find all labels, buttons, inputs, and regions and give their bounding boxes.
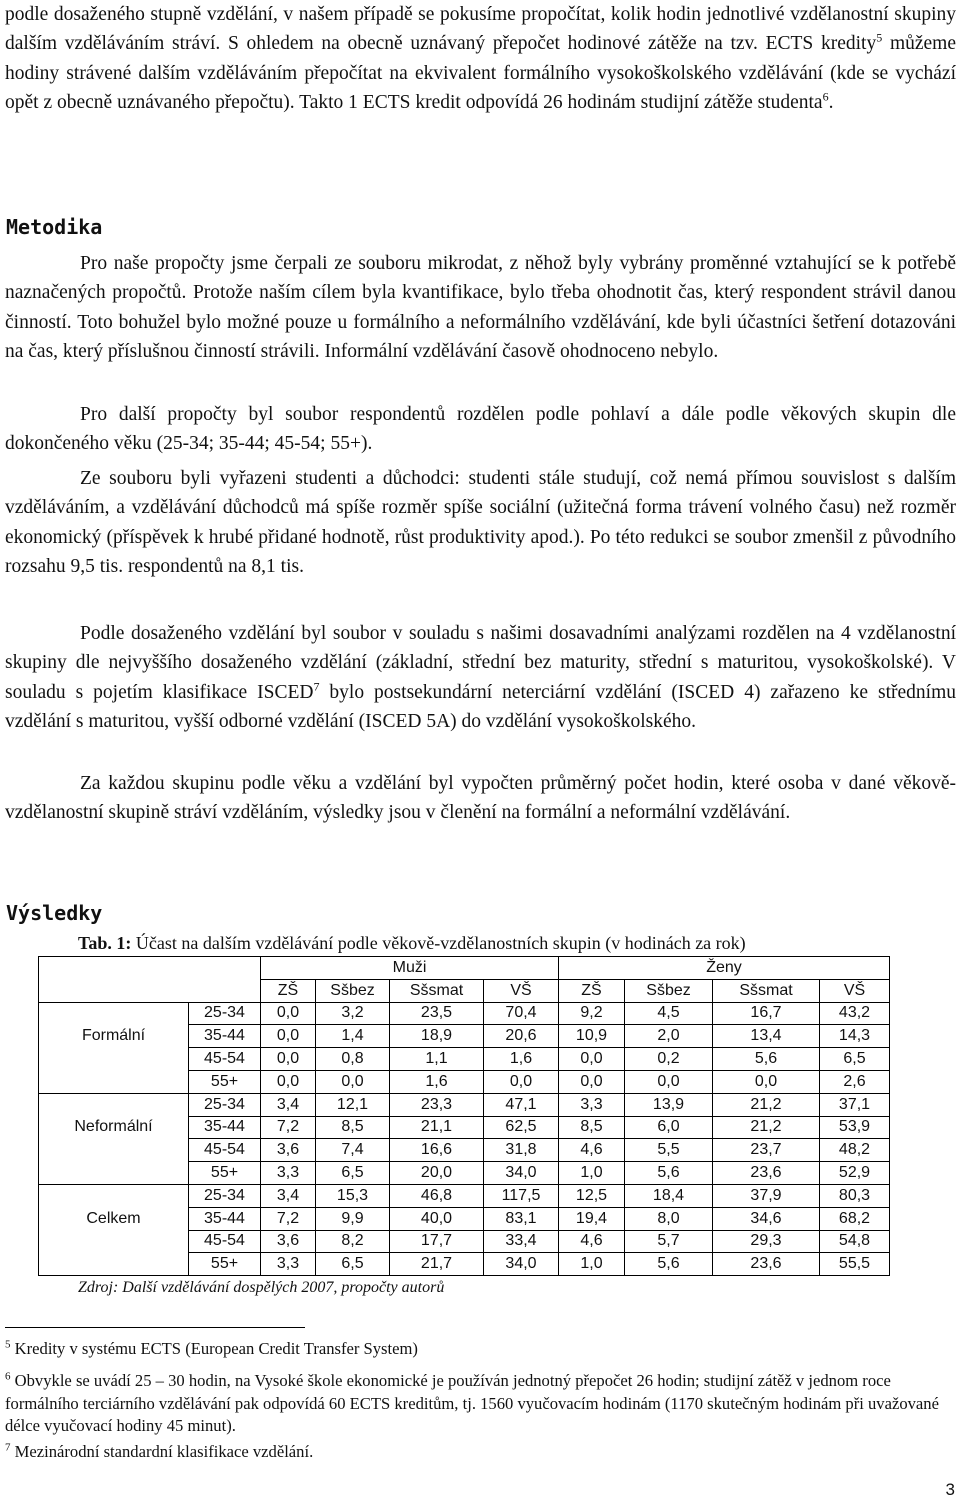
value-cell: 40,0 xyxy=(390,1207,484,1230)
age-group-cell: 45-54 xyxy=(189,1048,261,1071)
column-header: VŠ xyxy=(820,979,890,1002)
value-cell: 48,2 xyxy=(820,1139,890,1162)
value-cell: 0,0 xyxy=(713,1070,820,1093)
value-cell: 14,3 xyxy=(820,1025,890,1048)
group-header-women: Ženy xyxy=(559,957,890,980)
row-group-cell xyxy=(39,1070,189,1093)
footnote-5: $^5$ Kredity v systému ECTS (European Credit Transfer System) xyxy=(5,1338,418,1358)
value-cell: 5,6 xyxy=(713,1048,820,1071)
value-cell: 19,4 xyxy=(559,1207,625,1230)
footnote-6: $^6$ Obvykle se uvádí 25 – 30 hodin, na Vysoké škole ekonomické je používán jednotný přepočet 26 hodin; studijní zátěž v jednom roce formálního terciárního vzdělávání pak odpovídá 60 ECTS kreditům, tj. 1560 vyučovacím hodinám (1170 skutečným hodinám při uvažované délce vyučovací hodiny 45 minut). xyxy=(5,1370,939,1435)
value-cell: 6,0 xyxy=(625,1116,713,1139)
value-cell: 117,5 xyxy=(484,1184,559,1207)
footnote-separator xyxy=(5,1327,305,1328)
age-group-cell: 55+ xyxy=(189,1253,261,1276)
value-cell: 52,9 xyxy=(820,1162,890,1185)
value-cell: 1,1 xyxy=(390,1048,484,1071)
value-cell: 7,2 xyxy=(261,1116,316,1139)
value-cell: 0,0 xyxy=(559,1048,625,1071)
value-cell: 34,0 xyxy=(484,1162,559,1185)
value-cell: 5,5 xyxy=(625,1139,713,1162)
value-cell: 21,1 xyxy=(390,1116,484,1139)
paragraph-5: Za každou skupinu podle věku a vzdělání byl vypočten průměrný počet hodin, které osoba v dané věkově-vzdělanostní skupině stráví vzděláním, výsledky jsou v členění na formální a neformální vzdělávání. xyxy=(5,773,956,824)
value-cell: 1,0 xyxy=(559,1253,625,1276)
table-source: Zdroj: Další vzdělávání dospělých 2007, propočty autorů xyxy=(78,1279,445,1296)
value-cell: 3,3 xyxy=(559,1093,625,1116)
value-cell: 23,3 xyxy=(390,1093,484,1116)
row-group-cell xyxy=(39,1002,189,1025)
value-cell: 18,4 xyxy=(625,1184,713,1207)
age-group-cell: 25-34 xyxy=(189,1093,261,1116)
value-cell: 3,3 xyxy=(261,1162,316,1185)
paragraph-4: Podle dosaženého vzdělání byl soubor v souladu s našimi dosavadními analýzami rozdělen na 4 vzdělanostní skupiny dle nejvyššího dosaženého vzdělání (základní, střední bez maturity, střední s maturitou, vysokoškolské). V souladu s pojetím klasifikace ISCED$^7$ bylo postsekundární neterciární vzdělání (ISCED 4) zařazeno ke střednímu vzdělání s maturitou, vyšší odborné vzdělání (ISCED 5A) do vzdělání vysokoškolského. xyxy=(5,623,956,733)
value-cell: 0,0 xyxy=(261,1025,316,1048)
value-cell: 4,5 xyxy=(625,1002,713,1025)
value-cell: 8,5 xyxy=(316,1116,390,1139)
value-cell: 1,6 xyxy=(390,1070,484,1093)
value-cell: 53,9 xyxy=(820,1116,890,1139)
value-cell: 5,6 xyxy=(625,1253,713,1276)
results-table xyxy=(38,956,890,1276)
age-group-cell: 55+ xyxy=(189,1070,261,1093)
value-cell: 9,2 xyxy=(559,1002,625,1025)
value-cell: 70,4 xyxy=(484,1002,559,1025)
value-cell: 43,2 xyxy=(820,1002,890,1025)
value-cell: 23,6 xyxy=(713,1162,820,1185)
value-cell: 0,0 xyxy=(261,1070,316,1093)
table-row xyxy=(39,1162,890,1185)
table-row xyxy=(39,1207,890,1230)
value-cell: 3,4 xyxy=(261,1093,316,1116)
table-row xyxy=(39,1002,890,1025)
age-group-cell: 55+ xyxy=(189,1162,261,1185)
value-cell: 18,9 xyxy=(390,1025,484,1048)
value-cell: 6,5 xyxy=(316,1253,390,1276)
value-cell: 0,8 xyxy=(316,1048,390,1071)
value-cell: 0,0 xyxy=(559,1070,625,1093)
column-header: Sšsmat xyxy=(713,979,820,1002)
paragraph-1: Pro naše propočty jsme čerpali ze souboru mikrodat, z něhož byly vybrány proměnné vztahující se k potřebě naznačených propočtů. Protože naším cílem byla kvantifikace, bylo třeba ohodnotit čas, který respondent strávil danou činností. Toto bohužel bylo možné pouze u formálního a neformálního vzdělávání, kde byli účastníci šetření dotazováni na čas, který příslušnou činností strávili. Informální vzdělávání časově ohodnoceno nebylo. xyxy=(5,253,956,363)
value-cell: 0,0 xyxy=(484,1070,559,1093)
value-cell: 55,5 xyxy=(820,1253,890,1276)
value-cell: 68,2 xyxy=(820,1207,890,1230)
intro-paragraph: podle dosaženého stupně vzdělání, v našem případě se pokusíme propočítat, kolik hodin jednotlivé vzdělanostní skupiny dalším vzděláváním stráví. S ohledem na obecně uznávaný přepočet hodinové zátěže na tzv. ECTS kredity$^5$ můžeme hodiny strávené dalším vzděláváním přepočítat na ekvivalent formálního vysokoškolského vzdělávání (kde se vychází opět z obecně uznávaného přepočtu). Takto 1 ECTS kredit odpovídá 26 hodinám studijní zátěže studenta$^6$. xyxy=(5,4,956,114)
table-row xyxy=(39,1093,890,1116)
value-cell: 7,2 xyxy=(261,1207,316,1230)
row-group-cell xyxy=(39,1230,189,1253)
value-cell: 62,5 xyxy=(484,1116,559,1139)
age-group-cell: 45-54 xyxy=(189,1139,261,1162)
value-cell: 23,6 xyxy=(713,1253,820,1276)
value-cell: 23,5 xyxy=(390,1002,484,1025)
value-cell: 37,9 xyxy=(713,1184,820,1207)
value-cell: 0,0 xyxy=(316,1070,390,1093)
row-group-cell xyxy=(39,1048,189,1071)
value-cell: 83,1 xyxy=(484,1207,559,1230)
value-cell: 23,7 xyxy=(713,1139,820,1162)
age-group-cell: 25-34 xyxy=(189,1002,261,1025)
table-row xyxy=(39,1070,890,1093)
value-cell: 0,0 xyxy=(261,1002,316,1025)
table-corner-cell xyxy=(39,979,261,1002)
paragraph-3: Ze souboru byli vyřazeni studenti a důchodci: studenti stále studují, což nemá přímou souvislost s dalším vzděláváním, a vzdělávání důchodců má spíše rozměr spíše sociální (užitečná forma trávení volného času) než rozměr ekonomický (příspěvek k hrubé přidané hodnotě, růst produktivity apod.). Po této redukci se soubor zmenšil z původního rozsahu 9,5 tis. respondentů na 8,1 tis. xyxy=(5,468,956,578)
value-cell: 80,3 xyxy=(820,1184,890,1207)
value-cell: 2,0 xyxy=(625,1025,713,1048)
value-cell: 7,4 xyxy=(316,1139,390,1162)
row-group-label: Formální xyxy=(39,1025,189,1048)
value-cell: 16,6 xyxy=(390,1139,484,1162)
footnote-7: $^7$ Mezinárodní standardní klasifikace vzdělání. xyxy=(5,1441,314,1461)
age-group-cell: 25-34 xyxy=(189,1184,261,1207)
table-row xyxy=(39,1253,890,1276)
column-header: ZŠ xyxy=(559,979,625,1002)
value-cell: 37,1 xyxy=(820,1093,890,1116)
value-cell: 8,0 xyxy=(625,1207,713,1230)
table-row xyxy=(39,1025,890,1048)
row-group-cell xyxy=(39,1253,189,1276)
value-cell: 15,3 xyxy=(316,1184,390,1207)
section-heading-metodika: Metodika xyxy=(6,215,103,239)
table-row xyxy=(39,1048,890,1071)
value-cell: 13,4 xyxy=(713,1025,820,1048)
value-cell: 3,6 xyxy=(261,1139,316,1162)
row-group-cell xyxy=(39,1139,189,1162)
value-cell: 31,8 xyxy=(484,1139,559,1162)
value-cell: 2,6 xyxy=(820,1070,890,1093)
value-cell: 0,2 xyxy=(625,1048,713,1071)
value-cell: 3,3 xyxy=(261,1253,316,1276)
value-cell: 46,8 xyxy=(390,1184,484,1207)
value-cell: 54,8 xyxy=(820,1230,890,1253)
table-column-header-row xyxy=(39,979,890,1002)
value-cell: 3,4 xyxy=(261,1184,316,1207)
row-group-label: Celkem xyxy=(39,1207,189,1230)
age-group-cell: 45-54 xyxy=(189,1230,261,1253)
value-cell: 8,2 xyxy=(316,1230,390,1253)
paragraph-2: Pro další propočty byl soubor respondentů rozdělen podle pohlaví a dále podle věkových skupin dle dokončeného věku (25-34; 35-44; 45-54; 55+). xyxy=(5,404,956,455)
age-group-cell: 35-44 xyxy=(189,1116,261,1139)
table-corner-cell xyxy=(39,957,261,980)
value-cell: 34,0 xyxy=(484,1253,559,1276)
value-cell: 17,7 xyxy=(390,1230,484,1253)
value-cell: 21,7 xyxy=(390,1253,484,1276)
table-row xyxy=(39,1139,890,1162)
page-number: 3 xyxy=(945,1480,955,1499)
value-cell: 5,7 xyxy=(625,1230,713,1253)
section-heading-vysledky: Výsledky xyxy=(6,901,103,925)
value-cell: 12,1 xyxy=(316,1093,390,1116)
value-cell: 10,9 xyxy=(559,1025,625,1048)
table-row xyxy=(39,1230,890,1253)
value-cell: 9,9 xyxy=(316,1207,390,1230)
row-group-cell xyxy=(39,1093,189,1116)
age-group-cell: 35-44 xyxy=(189,1025,261,1048)
value-cell: 8,5 xyxy=(559,1116,625,1139)
column-header: Sšsmat xyxy=(390,979,484,1002)
value-cell: 20,0 xyxy=(390,1162,484,1185)
value-cell: 3,6 xyxy=(261,1230,316,1253)
value-cell: 4,6 xyxy=(559,1230,625,1253)
value-cell: 13,9 xyxy=(625,1093,713,1116)
value-cell: 0,0 xyxy=(261,1048,316,1071)
value-cell: 6,5 xyxy=(820,1048,890,1071)
value-cell: 20,6 xyxy=(484,1025,559,1048)
value-cell: 34,6 xyxy=(713,1207,820,1230)
column-header: Sšbez xyxy=(316,979,390,1002)
table-row xyxy=(39,1184,890,1207)
group-header-men: Muži xyxy=(261,957,559,980)
value-cell: 21,2 xyxy=(713,1116,820,1139)
value-cell: 12,5 xyxy=(559,1184,625,1207)
table-row xyxy=(39,1116,890,1139)
value-cell: 33,4 xyxy=(484,1230,559,1253)
value-cell: 47,1 xyxy=(484,1093,559,1116)
value-cell: 3,2 xyxy=(316,1002,390,1025)
table-group-header-row xyxy=(39,957,890,980)
column-header: Sšbez xyxy=(625,979,713,1002)
row-group-label: Neformální xyxy=(39,1116,189,1139)
value-cell: 16,7 xyxy=(713,1002,820,1025)
value-cell: 1,6 xyxy=(484,1048,559,1071)
value-cell: 1,0 xyxy=(559,1162,625,1185)
value-cell: 21,2 xyxy=(713,1093,820,1116)
row-group-cell xyxy=(39,1162,189,1185)
value-cell: 1,4 xyxy=(316,1025,390,1048)
column-header: ZŠ xyxy=(261,979,316,1002)
value-cell: 4,6 xyxy=(559,1139,625,1162)
table-caption: Tab. 1: Účast na dalším vzdělávání podle věkově-vzdělanostních skupin (v hodinách za rok) xyxy=(78,933,746,953)
value-cell: 5,6 xyxy=(625,1162,713,1185)
row-group-cell xyxy=(39,1184,189,1207)
value-cell: 6,5 xyxy=(316,1162,390,1185)
column-header: VŠ xyxy=(484,979,559,1002)
value-cell: 0,0 xyxy=(625,1070,713,1093)
value-cell: 29,3 xyxy=(713,1230,820,1253)
age-group-cell: 35-44 xyxy=(189,1207,261,1230)
